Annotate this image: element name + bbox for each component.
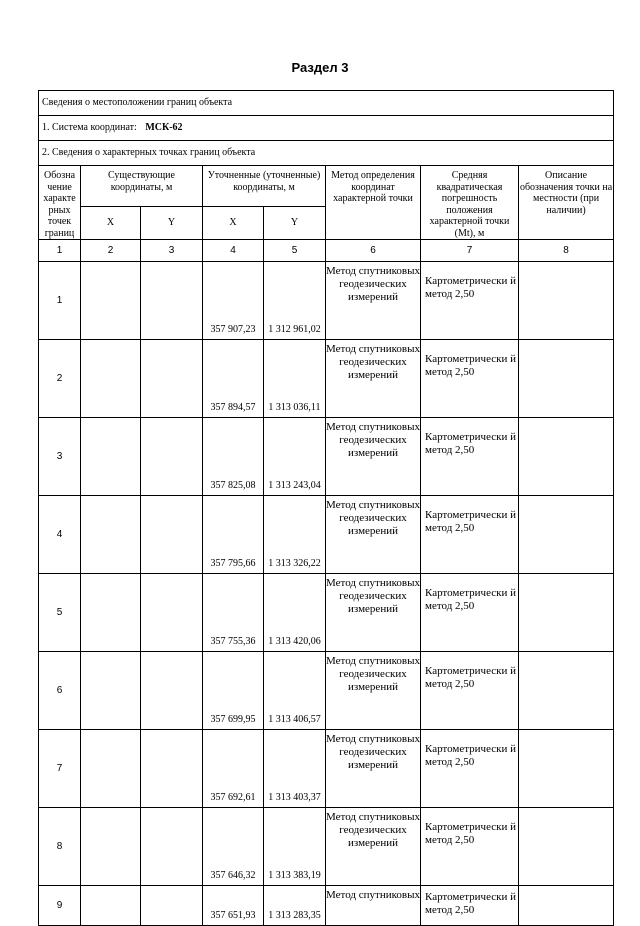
point-number: 4 bbox=[39, 496, 81, 574]
existing-y-cell bbox=[141, 808, 203, 886]
existing-y-cell bbox=[141, 730, 203, 808]
existing-x-cell bbox=[81, 574, 141, 652]
location-info bbox=[39, 91, 614, 116]
section-title: Раздел 3 bbox=[291, 60, 349, 75]
location-info-text: Сведения о местоположении границ объекта bbox=[42, 97, 233, 109]
column-number: 1 bbox=[39, 240, 81, 262]
header-existing-coords: Существующие координаты, м bbox=[81, 166, 203, 207]
points-info bbox=[39, 141, 614, 166]
point-number: 5 bbox=[39, 574, 81, 652]
method-cell: Метод спутниковых геодезических измерений bbox=[326, 808, 421, 886]
accuracy-cell: Картометрически й метод 2,50 bbox=[421, 808, 519, 886]
method-cell: Метод спутниковых геодезических измерений bbox=[326, 730, 421, 808]
points-info-text: 2. Сведения о характерных точках границ объекта bbox=[42, 147, 256, 159]
refined-x-cell: 357 907,23 bbox=[203, 262, 264, 340]
boundary-points-table bbox=[38, 90, 614, 926]
description-cell bbox=[519, 652, 614, 730]
method-cell: Метод спутниковых геодезических измерений bbox=[326, 262, 421, 340]
existing-x-cell bbox=[81, 652, 141, 730]
table-row bbox=[39, 730, 614, 808]
header-refined-coords: Уточненные (уточненные) координаты, м bbox=[203, 166, 326, 207]
description-cell bbox=[519, 808, 614, 886]
point-number: 8 bbox=[39, 808, 81, 886]
column-number: 5 bbox=[264, 240, 326, 262]
refined-y-cell: 1 313 383,19 bbox=[264, 808, 326, 886]
refined-x-cell: 357 692,61 bbox=[203, 730, 264, 808]
existing-x-cell bbox=[81, 730, 141, 808]
point-number: 7 bbox=[39, 730, 81, 808]
table-row bbox=[39, 340, 614, 418]
accuracy-cell: Картометрически й метод 2,50 bbox=[421, 574, 519, 652]
coord-system-row bbox=[39, 116, 614, 141]
coord-system bbox=[39, 116, 614, 141]
header-refined-y: Y bbox=[264, 207, 326, 240]
accuracy-cell: Картометрически й метод 2,50 bbox=[421, 652, 519, 730]
method-cell: Метод спутниковых геодезических измерений bbox=[326, 496, 421, 574]
method-cell: Метод спутниковых геодезических измерений bbox=[326, 340, 421, 418]
existing-x-cell bbox=[81, 340, 141, 418]
method-cell: Метод спутниковых bbox=[326, 886, 421, 926]
table-row bbox=[39, 574, 614, 652]
header-description: Описание обозначения точки на местности (при наличии) bbox=[519, 166, 614, 240]
refined-y-cell: 1 312 961,02 bbox=[264, 262, 326, 340]
refined-y-cell: 1 313 326,22 bbox=[264, 496, 326, 574]
point-number: 6 bbox=[39, 652, 81, 730]
accuracy-cell: Картометрически й метод 2,50 bbox=[421, 730, 519, 808]
coord-system-value: МСК-62 bbox=[145, 122, 183, 134]
accuracy-cell: Картометрически й метод 2,50 bbox=[421, 418, 519, 496]
refined-x-cell: 357 755,36 bbox=[203, 574, 264, 652]
method-cell: Метод спутниковых геодезических измерений bbox=[326, 574, 421, 652]
existing-y-cell bbox=[141, 652, 203, 730]
header-accuracy: Средняя квадратическая погрешность положения характерной точки (Mt), м bbox=[421, 166, 519, 240]
point-number: 2 bbox=[39, 340, 81, 418]
refined-x-cell: 357 651,93 bbox=[203, 886, 264, 926]
refined-x-cell: 357 699,95 bbox=[203, 652, 264, 730]
table-row bbox=[39, 886, 614, 926]
column-number: 7 bbox=[421, 240, 519, 262]
description-cell bbox=[519, 730, 614, 808]
point-number: 9 bbox=[39, 886, 81, 926]
refined-y-cell: 1 313 243,04 bbox=[264, 418, 326, 496]
header-point-designation: Обозна чение характе рных точек границ bbox=[39, 166, 81, 240]
description-cell bbox=[519, 574, 614, 652]
existing-y-cell bbox=[141, 340, 203, 418]
header-method: Метод определения координат характерной точки bbox=[326, 166, 421, 240]
existing-y-cell bbox=[141, 418, 203, 496]
refined-y-cell: 1 313 406,57 bbox=[264, 652, 326, 730]
header-row-1 bbox=[39, 166, 614, 207]
column-number: 6 bbox=[326, 240, 421, 262]
refined-x-cell: 357 825,08 bbox=[203, 418, 264, 496]
table-row bbox=[39, 262, 614, 340]
header-refined-x: X bbox=[203, 207, 264, 240]
accuracy-cell: Картометрически й метод 2,50 bbox=[421, 340, 519, 418]
existing-y-cell bbox=[141, 886, 203, 926]
column-numbers-row bbox=[39, 240, 614, 262]
table-row bbox=[39, 808, 614, 886]
header-existing-x: X bbox=[81, 207, 141, 240]
existing-y-cell bbox=[141, 262, 203, 340]
refined-x-cell: 357 795,66 bbox=[203, 496, 264, 574]
accuracy-cell: Картометрически й метод 2,50 bbox=[421, 496, 519, 574]
existing-y-cell bbox=[141, 574, 203, 652]
description-cell bbox=[519, 340, 614, 418]
column-number: 4 bbox=[203, 240, 264, 262]
table-row bbox=[39, 418, 614, 496]
existing-x-cell bbox=[81, 418, 141, 496]
column-number: 2 bbox=[81, 240, 141, 262]
coord-system-label: 1. Система координат: bbox=[42, 122, 137, 134]
refined-x-cell: 357 894,57 bbox=[203, 340, 264, 418]
points-info-row bbox=[39, 141, 614, 166]
accuracy-cell: Картометрически й метод 2,50 bbox=[421, 886, 519, 926]
header-existing-y: Y bbox=[141, 207, 203, 240]
existing-x-cell bbox=[81, 886, 141, 926]
description-cell bbox=[519, 418, 614, 496]
location-info-row bbox=[39, 91, 614, 116]
accuracy-cell: Картометрически й метод 2,50 bbox=[421, 262, 519, 340]
column-number: 3 bbox=[141, 240, 203, 262]
refined-y-cell: 1 313 403,37 bbox=[264, 730, 326, 808]
description-cell bbox=[519, 496, 614, 574]
existing-x-cell bbox=[81, 262, 141, 340]
existing-x-cell bbox=[81, 808, 141, 886]
method-cell: Метод спутниковых геодезических измерений bbox=[326, 418, 421, 496]
description-cell bbox=[519, 886, 614, 926]
refined-y-cell: 1 313 036,11 bbox=[264, 340, 326, 418]
existing-y-cell bbox=[141, 496, 203, 574]
table-row bbox=[39, 496, 614, 574]
point-number: 3 bbox=[39, 418, 81, 496]
table-row bbox=[39, 652, 614, 730]
column-number: 8 bbox=[519, 240, 614, 262]
refined-y-cell: 1 313 420,06 bbox=[264, 574, 326, 652]
existing-x-cell bbox=[81, 496, 141, 574]
method-cell: Метод спутниковых геодезических измерений bbox=[326, 652, 421, 730]
refined-x-cell: 357 646,32 bbox=[203, 808, 264, 886]
point-number: 1 bbox=[39, 262, 81, 340]
description-cell bbox=[519, 262, 614, 340]
refined-y-cell: 1 313 283,35 bbox=[264, 886, 326, 926]
